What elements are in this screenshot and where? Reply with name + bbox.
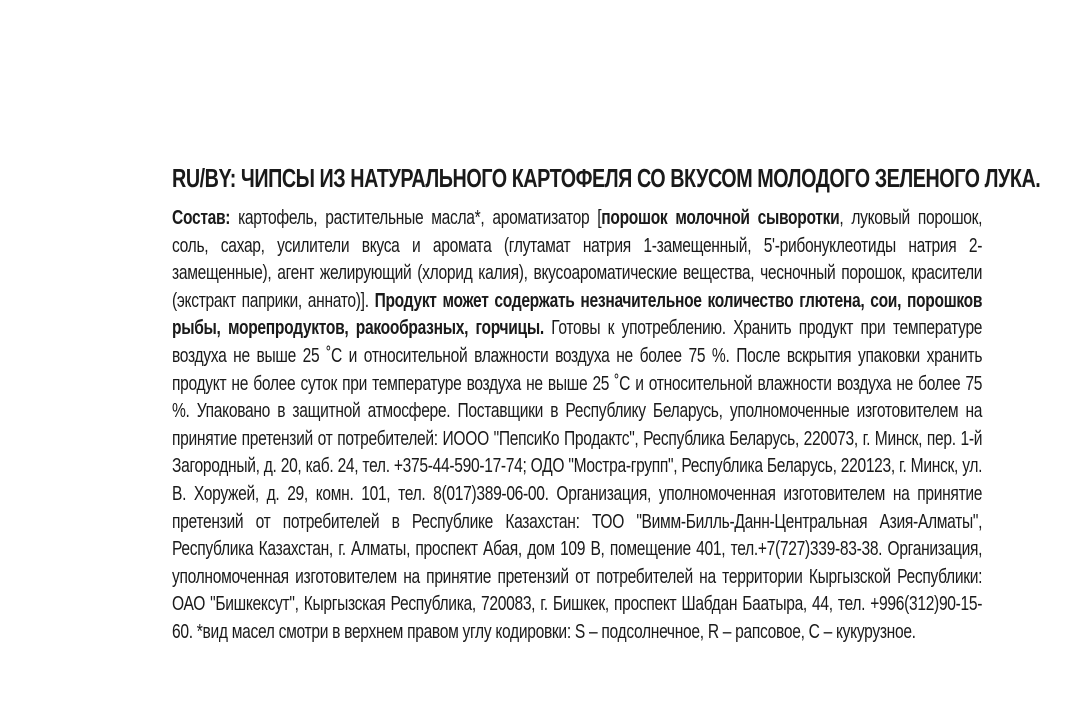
product-label-text — [172, 158, 1041, 646]
product-title: RU/BY: ЧИПСЫ ИЗ НАТУРАЛЬНОГО КАРТОФЕЛЯ СО ВКУСОМ МОЛОДОГО ЗЕЛЕНОГО ЛУКА. — [172, 163, 1041, 193]
composition-label: Состав: — [172, 206, 231, 229]
ingredients-start: картофель, растительные масла*, ароматизатор [ — [230, 206, 602, 229]
composition-paragraph — [172, 204, 982, 646]
whey-powder-allergen: порошок молочной сыворотки — [601, 206, 840, 229]
allergen-warning: Продукт может содержать незначительное количество глютена, сои, порошков рыбы, морепродуктов, ракообразных, горчицы. — [172, 288, 983, 340]
storage-and-contacts: Готовы к употреблению. Хранить продукт при температуре воздуха не выше 25 ˚С и относительной влажности воздуха не более 75 %. После вскрытия упаковки хранить продукт не более суток при температуре воздуха не выше 25 ˚С и относительной влажности воздуха не более 75 %. Упаковано в защитной атмосфере. Поставщики в Республику Беларусь, уполномоченные изготовителем на принятие претензий от потребителей: ИООО "ПепсиКо Продактс", Республика Беларусь, 220073, г. Минск, пер. 1-й Загородный, д. 20, каб. 24, тел. +375-44-590-17-74; ОДО "Мостра-групп", Республика Беларусь, 220123, г. Минск, ул. В. Хоружей, д. 29, комн. 101, тел. 8(017)389-06-00. Организация, уполномоченная изготовителем на принятие претензий от потребителей в Республике Казахстан: ТОО "Вимм-Билль-Данн-Центральная Азия-Алматы", Республика Казахстан, г. Алматы, проспект Абая, дом 109 В, помещение 401, тел.+7(727)339-83-38. Организация, уполномоченная изготовителем на принятие претензий от потребителей на территории Кыргызской Республики: ОАО "Бишкексут", Кыргызская Республика, 720083, г. Бишкек, проспект Шабдан Баатыра, 44, тел. +996(312)90-15-60. *вид масел смотри в верхнем правом углу кодировки: S – подсолнечное, R – рапсовое, С – кукурузное. — [172, 316, 983, 643]
ingredients-rest: , луковый порошок, соль, сахар, усилители вкуса и аромата (глутамат натрия 1-замещенный, 5'-рибонуклеотиды натрия 2-замещенные), агент желирующий (хлорид калия), вкусоароматические вещества, чесночный порошок, красители (экстракт паприки, аннато)]. — [172, 206, 983, 312]
